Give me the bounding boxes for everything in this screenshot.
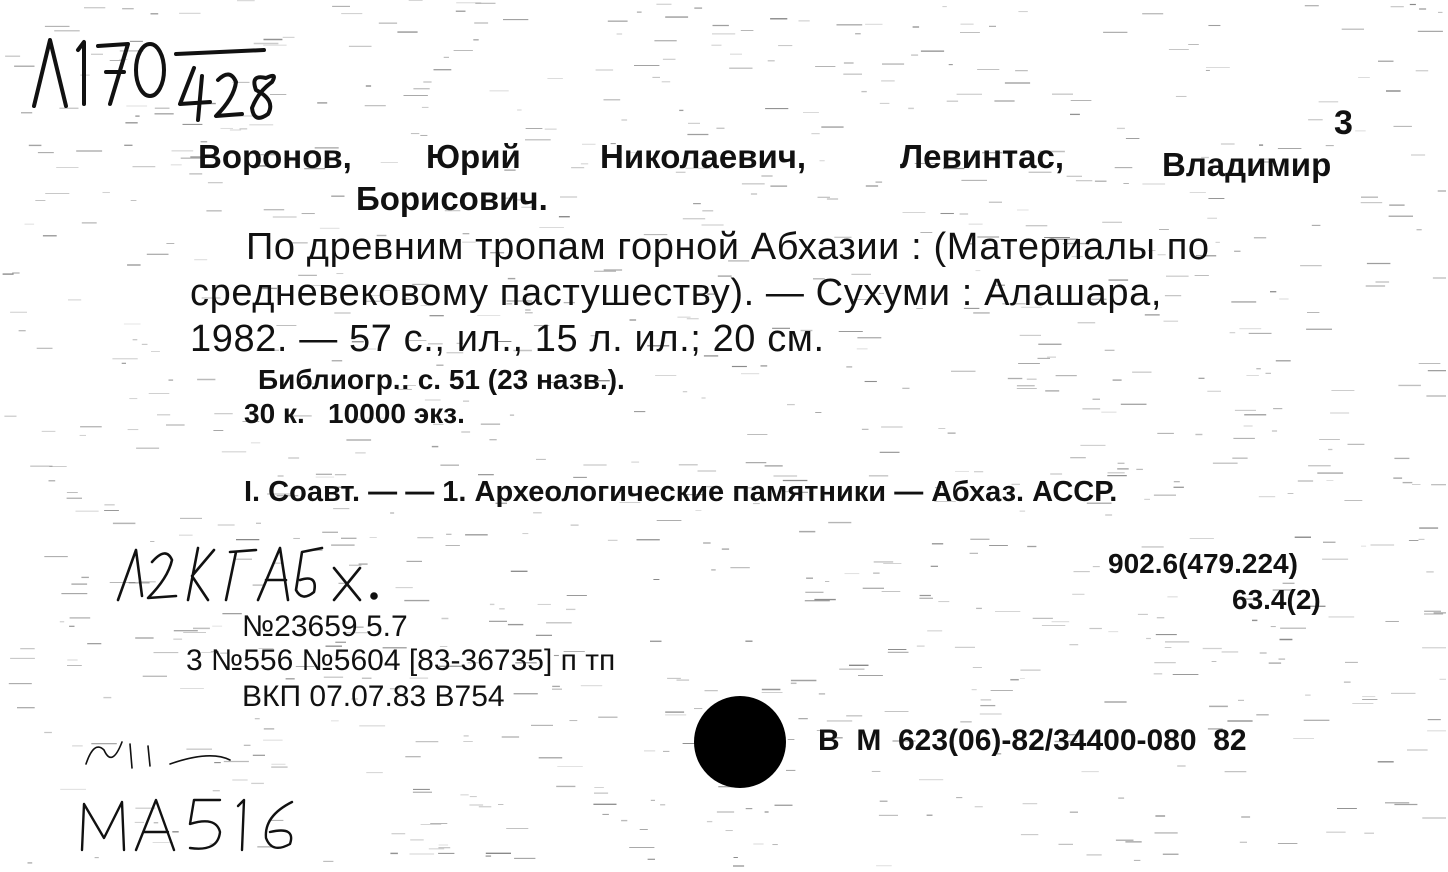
heading-patronymic-1: Николаевич, bbox=[600, 138, 807, 175]
handwritten-classification-image bbox=[112, 538, 432, 608]
handwritten-inventory-image bbox=[70, 720, 350, 860]
record-number: №23659 5.7 bbox=[242, 610, 408, 643]
description-line-3: 1982. — 57 с., ил., 15 л. ил.; 20 см. bbox=[190, 318, 825, 360]
description-line-1: По древним тропам горной Абхазии : (Материалы по bbox=[246, 226, 1210, 268]
card-number: 3 bbox=[1334, 104, 1353, 142]
heading-name-1: Юрий bbox=[426, 138, 521, 175]
tracings-line: I. Соавт. — — 1. Археологические памятники — Абхаз. АССР. bbox=[244, 476, 1118, 508]
udc-index: 902.6(479.224) bbox=[1108, 548, 1298, 579]
handwritten-shelfmark-image bbox=[28, 28, 298, 128]
heading-patronymic-2: Борисович. bbox=[356, 180, 548, 217]
punch-hole bbox=[694, 696, 786, 788]
vkp-line: ВКП 07.07.83 В754 bbox=[242, 680, 505, 713]
heading-surname-1: Воронов, bbox=[198, 138, 352, 175]
isbn-code: В М 623(06)-82/34400-080 82 bbox=[818, 724, 1247, 757]
heading-surname-2: Левинтас, bbox=[900, 138, 1065, 175]
heading-name-2: Владимир bbox=[1162, 146, 1332, 183]
bbk-index: 63.4(2) bbox=[1232, 584, 1321, 615]
bibliography-note: Библиогр.: с. 51 (23 назв.). bbox=[258, 364, 625, 395]
price-copies: 30 к. 10000 экз. bbox=[244, 398, 465, 429]
description-line-2: средневековому пастушеству). — Сухуми : Алашара, bbox=[190, 272, 1162, 314]
order-line: 3 №556 №5604 [83-36735] п тп bbox=[186, 644, 616, 677]
